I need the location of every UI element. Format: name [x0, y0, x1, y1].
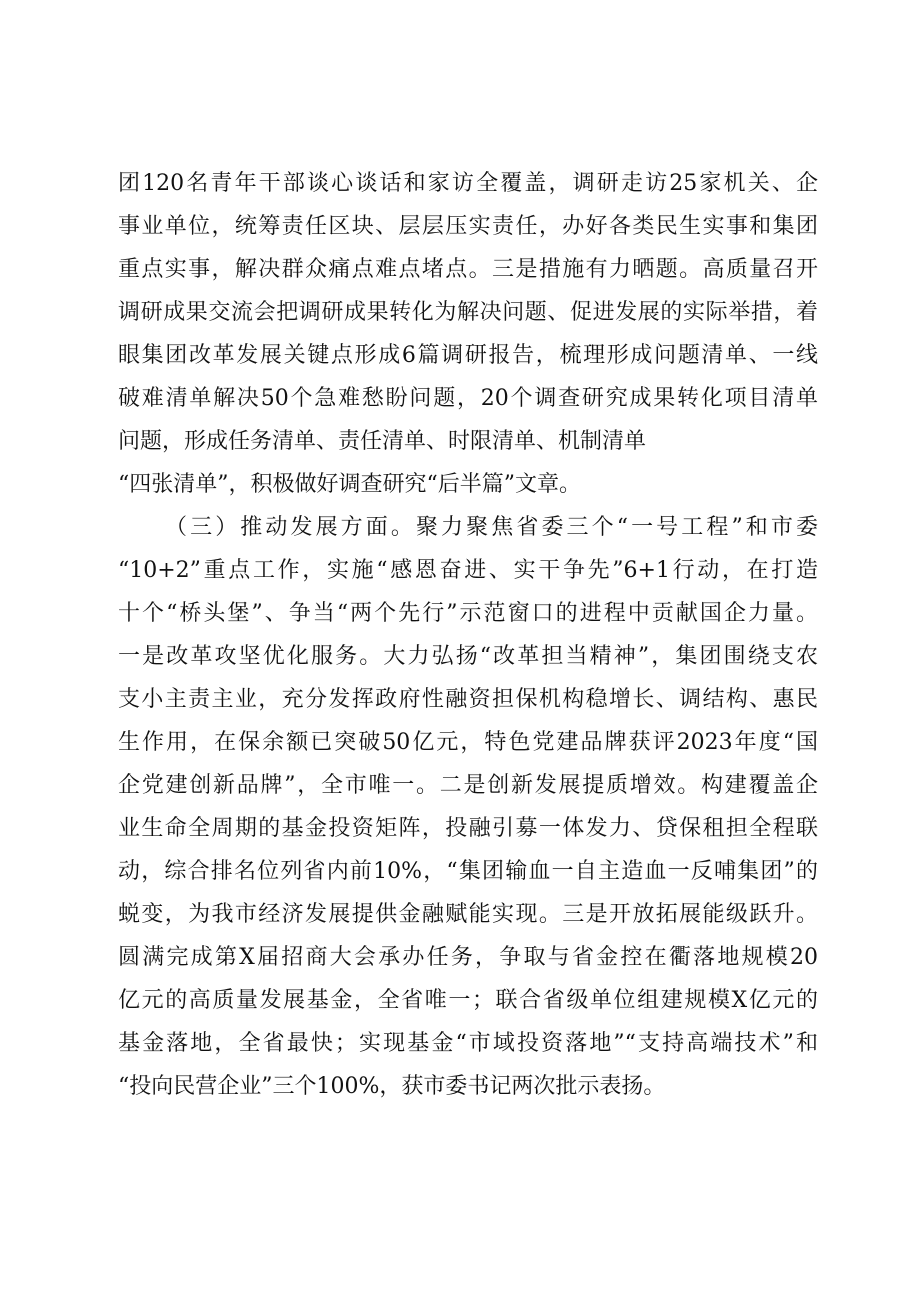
text-line: 企党建创新品牌”，全市唯一。二是创新发展提质增效。构建覆盖企 — [118, 773, 818, 798]
text-line: 问题，形成任务清单、责任清单、时限清单、机制清单 — [118, 429, 647, 454]
text-line: 调研成果交流会把调研成果转化为解决问题、促进发展的实际举措，着 — [118, 300, 818, 325]
text-line: 团120名青年干部谈心谈话和家访全覆盖，调研走访25家机关、企 — [118, 171, 818, 196]
text-line: 圆满完成第X届招商大会承办任务，争取与省金控在衢落地规模20 — [118, 945, 818, 970]
text-line: “10+2”重点工作，实施“感恩奋进、实干争先”6+1行动，在打造 — [118, 558, 818, 583]
text-line: 破难清单解决50个急难愁盼问题，20个调查研究成果转化项目清单 — [118, 386, 818, 411]
section-heading-line: （三）推动发展方面。聚力聚焦省委三个“一号工程”和市委 — [165, 515, 818, 540]
text-line: 蜕变，为我市经济发展提供金融赋能实现。三是开放拓展能级跃升。 — [118, 902, 818, 927]
text-line: 一是改革攻坚优化服务。大力弘扬“改革担当精神”，集团围绕支农 — [118, 644, 818, 669]
text-line: 生作用，在保余额已突破50亿元，特色党建品牌获评2023年度“国 — [118, 730, 818, 755]
text-line: 支小主责主业，充分发挥政府性融资担保机构稳增长、调结构、惠民 — [118, 687, 818, 712]
text-line: 亿元的高质量发展基金，全省唯一；联合省级单位组建规模X亿元的 — [118, 988, 818, 1013]
text-line: “四张清单”，积极做好调查研究“后半篇”文章。 — [118, 472, 581, 497]
text-line: “投向民营企业”三个100%，获市委书记两次批示表扬。 — [118, 1074, 666, 1099]
text-line: 眼集团改革发展关键点形成6篇调研报告，梳理形成问题清单、一线 — [118, 343, 818, 368]
text-line: 业生命全周期的基金投资矩阵，投融引募一体发力、贷保租担全程联 — [118, 816, 818, 841]
text-line: 十个“桥头堡”、争当“两个先行”示范窗口的进程中贡献国企力量。 — [118, 601, 818, 626]
text-line: 基金落地，全省最快；实现基金“市域投资落地”“支持高端技术”和 — [118, 1031, 818, 1056]
text-line: 重点实事，解决群众痛点难点堵点。三是措施有力晒题。高质量召开 — [118, 257, 818, 282]
text-line: 事业单位，统筹责任区块、层层压实责任，办好各类民生实事和集团 — [118, 214, 818, 239]
text-line: 动，综合排名位列省内前10%，“集团输血一自主造血一反哺集团”的 — [118, 859, 818, 884]
